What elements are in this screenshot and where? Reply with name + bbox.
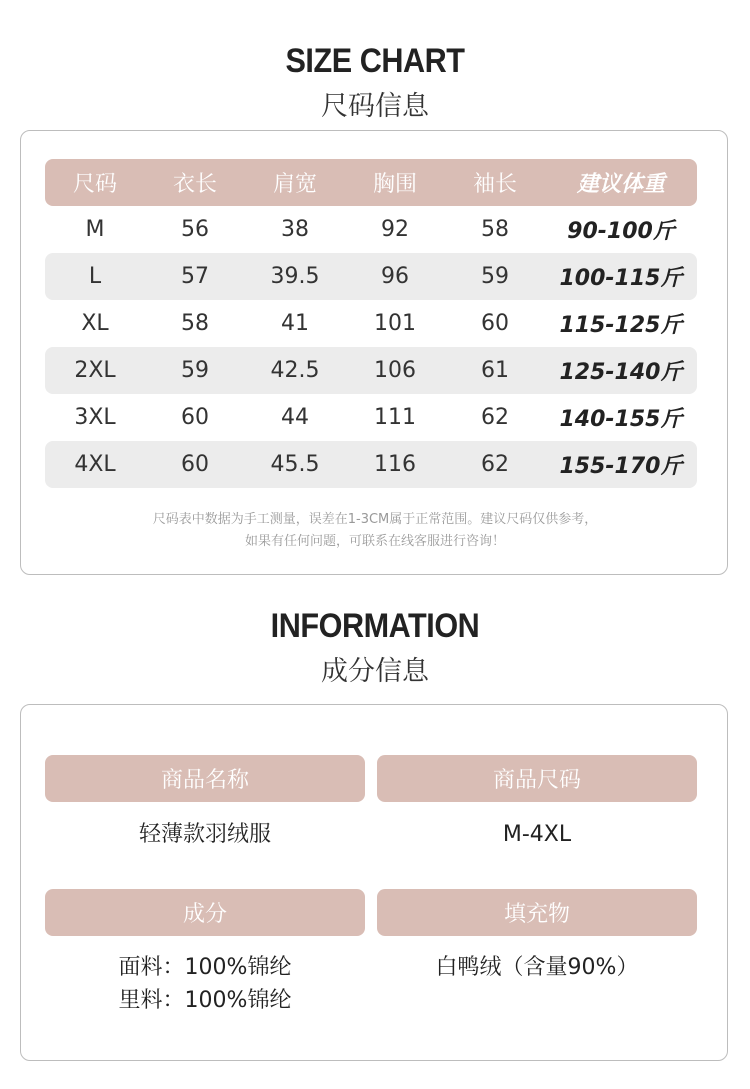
cell-chest: 96	[381, 264, 409, 289]
cell-shoulder: 42.5	[270, 358, 320, 383]
header-sleeve: 袖长	[472, 172, 517, 197]
cell-length: 56	[181, 217, 209, 242]
cell-size: XL	[81, 311, 109, 336]
cell-sleeve: 62	[481, 452, 509, 477]
product-name-value: 轻薄款羽绒服	[138, 822, 271, 847]
information-title: INFORMATION	[270, 607, 480, 645]
header-chest: 胸围	[372, 172, 417, 197]
size-note-line1: 尺码表中数据为手工测量，误差在1-3CM属于正常范围。建议尺码仅供参考，	[152, 512, 598, 527]
header-length: 衣长	[172, 172, 217, 197]
cell-size: 4XL	[74, 452, 116, 477]
size-chart-subtitle: 尺码信息	[321, 91, 429, 122]
product-size-label: 商品尺码	[377, 755, 697, 802]
cell-shoulder: 41	[281, 311, 309, 336]
filling-label: 填充物	[377, 889, 697, 936]
cell-weight: 125-140斤	[559, 360, 683, 385]
cell-weight: 140-155斤	[559, 407, 683, 432]
header-weight: 建议体重	[576, 172, 665, 197]
table-row	[45, 253, 697, 300]
cell-chest: 106	[374, 358, 416, 383]
cell-length: 57	[181, 264, 209, 289]
size-chart-title: SIZE CHART	[285, 42, 465, 80]
cell-size: 2XL	[74, 358, 116, 383]
cell-weight: 100-115斤	[559, 266, 683, 291]
filling-value: 白鸭绒（含量90%）	[435, 955, 639, 980]
cell-shoulder: 44	[281, 405, 309, 430]
header-shoulder: 肩宽	[272, 172, 317, 197]
cell-chest: 92	[381, 217, 409, 242]
cell-sleeve: 59	[481, 264, 509, 289]
size-chart-card	[20, 130, 728, 575]
cell-length: 58	[181, 311, 209, 336]
cell-sleeve: 61	[481, 358, 509, 383]
cell-chest: 101	[374, 311, 416, 336]
cell-size: L	[88, 264, 102, 289]
product-name-label: 商品名称	[45, 755, 365, 802]
cell-shoulder: 38	[281, 217, 309, 242]
cell-shoulder: 45.5	[270, 452, 320, 477]
cell-shoulder: 39.5	[270, 264, 320, 289]
cell-length: 60	[181, 405, 209, 430]
cell-chest: 111	[374, 405, 416, 430]
composition-fabric: 面料：100%锦纶	[118, 955, 292, 980]
composition-lining: 里料：100%锦纶	[118, 988, 292, 1013]
header-size: 尺码	[72, 172, 117, 197]
cell-sleeve: 60	[481, 311, 509, 336]
cell-size: M	[85, 217, 105, 242]
information-card	[20, 704, 728, 1061]
table-row	[45, 441, 697, 488]
cell-weight: 90-100斤	[567, 219, 675, 244]
cell-weight: 115-125斤	[559, 313, 683, 338]
cell-length: 59	[181, 358, 209, 383]
size-note-line2: 如果有任何问题，可联系在线客服进行咨询！	[244, 534, 505, 549]
table-row	[45, 394, 697, 441]
cell-sleeve: 58	[481, 217, 509, 242]
composition-label: 成分	[45, 889, 365, 936]
cell-size: 3XL	[74, 405, 116, 430]
size-table	[45, 159, 697, 488]
cell-chest: 116	[374, 452, 416, 477]
table-row	[45, 300, 697, 347]
cell-weight: 155-170斤	[559, 454, 683, 479]
table-row	[45, 347, 697, 394]
cell-sleeve: 62	[481, 405, 509, 430]
size-table-header	[45, 159, 697, 206]
cell-length: 60	[181, 452, 209, 477]
table-row	[45, 206, 697, 253]
information-subtitle: 成分信息	[321, 656, 429, 687]
product-size-value: M-4XL	[502, 822, 572, 847]
